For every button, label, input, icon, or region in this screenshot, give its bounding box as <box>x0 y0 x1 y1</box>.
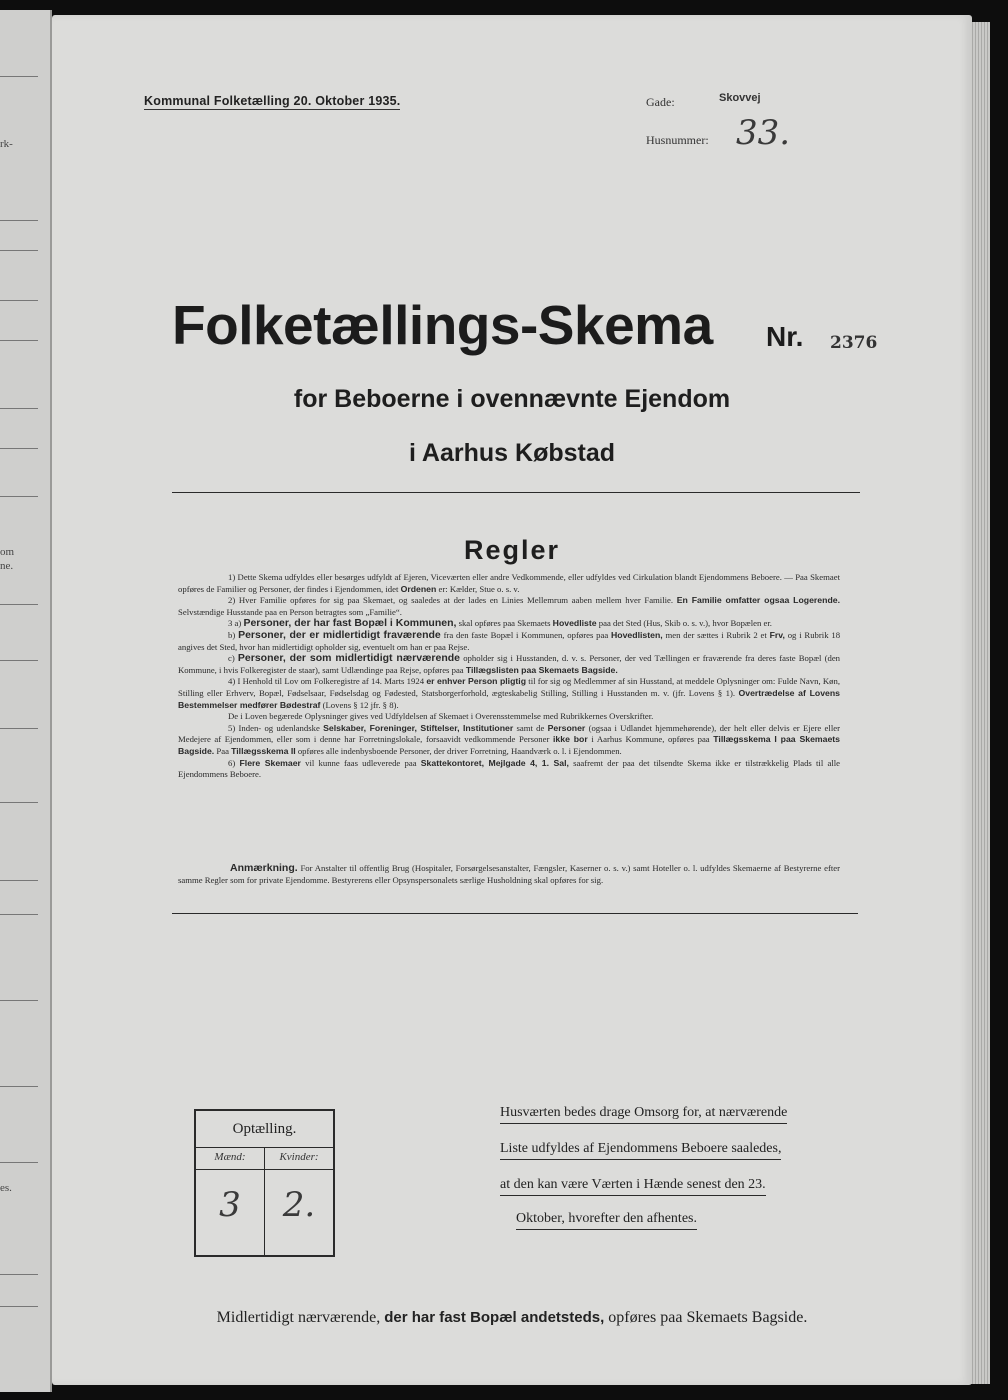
rule-3c: c) Personer, der som midlertidigt nærværende opholder sig i Husstanden, d. v. s. Personer, der ved Tællingen er fraværende fra deres faste Bopæl (den Kommune, i hvis Folkeregister de staar), samt Udlændinge paa Rejse, opføres paa Tillægslisten paa Skemaets Bagside. <box>178 652 841 675</box>
tally-subrule <box>196 1169 333 1170</box>
ruling-line <box>0 914 38 915</box>
ruling-line <box>0 408 38 409</box>
ruling-line <box>0 220 38 221</box>
ruling-line <box>0 1274 38 1275</box>
footer-note: Midlertidigt nærværende, der har fast Bopæl andetsteds, opføres paa Skemaets Bagside. <box>216 1309 808 1326</box>
page-edge-stack <box>970 22 990 1384</box>
remark-block <box>178 863 840 886</box>
text-fragment: om <box>0 546 15 558</box>
ruling-line <box>0 880 38 881</box>
street-value-stamp: Skovvej <box>719 92 761 104</box>
house-number-label: Husnummer: <box>646 133 709 147</box>
men-label: Mænd: <box>214 1151 246 1163</box>
divider-bottom <box>172 913 858 914</box>
rule-3a: 3 a) Personer, der har fast Bopæl i Kommunen, skal opføres paa Skemaets Hovedliste paa det Sted (Hus, Skib o. s. v.), hvor Bopælen er. <box>228 617 772 630</box>
ruling-line <box>0 1000 38 1001</box>
remark-label: Anmærkning. <box>230 862 298 874</box>
ruling-line <box>0 1162 38 1163</box>
ruling-line <box>0 660 38 661</box>
notice-line-3: at den kan være Værten i Hænde senest den 23. <box>500 1177 766 1196</box>
form-title: Folketællings-Skema <box>172 294 713 356</box>
divider-top <box>172 492 860 493</box>
ruling-line <box>0 76 38 77</box>
women-label: Kvinder: <box>279 1151 319 1163</box>
rule-2: 2) Hver Familie opføres for sig paa Skemaet, og saaledes at der lades en Linies Mellemrum aaben mellem hver Familie. En Familie omfatter ogsaa Logerende. Selvstændige Husstande paa en Person betragtes som „Familie“. <box>178 595 840 617</box>
ruling-line <box>0 604 38 605</box>
census-header: Kommunal Folketælling 20. Oktober 1935. <box>144 94 401 108</box>
ruling-line <box>0 300 38 301</box>
tally-heading: Optælling. <box>196 1111 333 1148</box>
rule-4-note: De i Loven begærede Oplysninger gives ved Udfyldelsen af Skemaet i Overensstemmelse med Rubrikkernes Overskrifter. <box>228 711 654 722</box>
text-fragment: es. <box>0 1182 12 1194</box>
census-form-page <box>52 15 972 1385</box>
ruling-line <box>0 448 38 449</box>
women-count-handwritten: 2. <box>282 1185 316 1225</box>
ruling-line <box>0 340 38 341</box>
rules-heading: Regler <box>463 535 561 565</box>
ruling-line <box>0 728 38 729</box>
remark-text: For Anstalter til offentlig Brug (Hospitaler, Forsørgelsesanstalter, Fængsler, Kaserner o. s. v.) samt Hoteller o. l. udfyldes Skemaerne af Bestyrerne efter samme Regler som for private Ejendomme. Bestyrerens eller Opsynspersonalets særlige Husholdning skal opføres for sig. <box>178 863 840 885</box>
form-number-label: Nr. <box>766 321 804 352</box>
left-page-fragment <box>0 10 52 1392</box>
rule-6: 6) Flere Skemaer vil kunne faas udleverede paa Skattekontoret, Mejlgade 4, 1. Sal, saafremt der paa det tilsendte Skema ikke er tilstrækkelig Plads til alle Ejendommens Beboere. <box>178 757 841 780</box>
form-number-value: 2376 <box>830 333 878 353</box>
ruling-line <box>0 496 38 497</box>
notice-line-1: Husværten bedes drage Omsorg for, at nærværende <box>500 1105 787 1124</box>
text-fragment: ne. <box>0 560 14 572</box>
rule-3b: b) Personer, der er midlertidigt fraværende fra den faste Bopæl i Kommunen, opføres paa Hovedlisten, men der sættes i Rubrik 2 et Frv, og i Rubrik 18 angives det Sted, hvor han midlertidigt opholder sig, eventuelt om han er paa Rejse. <box>178 628 841 652</box>
ruling-line <box>0 1306 38 1307</box>
rule-4: 4) I Henhold til Lov om Folkeregistre af 14. Marts 1924 er enhver Person pligtig til for sig og Medlemmer af sin Husstand, at meddele Oplysninger om: Fulde Navn, Køn, Stilling eller Erhverv, Bopæl, Fødselsaar, Fødselsdag og Fødested, Statsborgerforhold, ægteskabelig Stilling, Stilling i Husstanden m. v. (jfr. Lovens § 1). Overtrædelse af Lovens Bestemmelser medfører Bødestraf (Lovens § 12 jfr. § 8). <box>178 676 841 710</box>
tally-box <box>194 1109 335 1257</box>
notice-line-4: Oktober, hvorefter den afhentes. <box>516 1211 697 1230</box>
notice-line-2: Liste udfyldes af Ejendommens Beboere saaledes, <box>500 1141 781 1160</box>
house-number-handwritten: 33. <box>736 113 791 153</box>
rules-text <box>178 572 840 781</box>
text-fragment: rk- <box>0 138 13 150</box>
ruling-line <box>0 802 38 803</box>
rule-1: 1) Dette Skema udfyldes eller besørges udfyldt af Ejeren, Viceværten eller andre Vedkommende, eller udfyldes ved Cirkulation blandt Ejendommens Beboere. — Paa Skemaet opføres de Familier og Personer, der findes i Ejendommen, idet Ordenen er: Kælder, Stue o. s. v. <box>178 572 840 594</box>
ruling-line <box>0 1086 38 1087</box>
rule-5: 5) Inden- og udenlandske Selskaber, Foreninger, Stiftelser, Institutioner samt de Personer (ogsaa i Udlandet hjemmehørende), der helt eller delvis er Ejere eller Medejere af Ejendommen, eller som i denne har Forretningslokale, forsaavidt vedkommende Personer ikke bor i Aarhus Kommune, opføres paa Tillægsskema I paa Skemaets Bagside. Paa Tillægsskema II opføres alle indenbysboende Personer, der driver Forretning, Haandværk o. l. i Ejendommen. <box>178 722 841 756</box>
subtitle-city: i Aarhus Købstad <box>408 439 616 467</box>
subtitle-residents: for Beboerne i ovennævnte Ejendom <box>293 385 731 413</box>
street-label: Gade: <box>646 95 675 109</box>
ruling-line <box>0 250 38 251</box>
men-count-handwritten: 3 <box>219 1185 241 1225</box>
